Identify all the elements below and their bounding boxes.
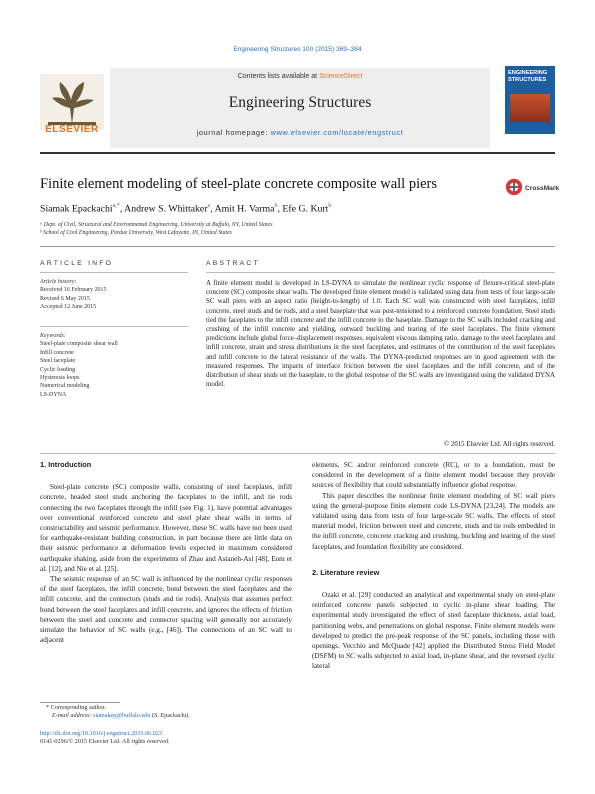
keywords-rule <box>40 326 188 327</box>
elsevier-wordmark: ELSEVIER <box>45 124 99 135</box>
author-separator: , <box>210 203 215 215</box>
body-left-column <box>40 460 292 645</box>
author-affiliation-mark[interactable]: a <box>207 203 211 209</box>
title-block-rule <box>40 246 555 247</box>
journal-reference[interactable]: Engineering Structures 100 (2015) 369–384 <box>233 46 362 53</box>
abstract-copyright: © 2015 Elsevier Ltd. All rights reserved. <box>444 441 555 448</box>
keyword: Infill concrete <box>40 349 74 356</box>
keywords-label: Keywords: <box>40 333 66 339</box>
homepage-prefix: journal homepage: <box>196 128 268 137</box>
section-heading-literature-review: 2. Literature review <box>312 567 380 577</box>
author-affiliation-mark[interactable]: a,* <box>112 203 120 209</box>
sciencedirect-link[interactable]: ScienceDirect <box>319 73 363 80</box>
author-list <box>40 203 331 214</box>
cover-image <box>510 94 550 122</box>
article-history <box>40 278 188 312</box>
crossmark-icon[interactable] <box>505 178 523 196</box>
intro-paragraph-4: This paper describes the nonlinear finite element modeling of SC wall piers using the general-purpose finite element code LS-DYNA [23,24]. The models are validated using data from tests of four large-scale SC walls. The effects of steel material model, friction between steel and concrete, studs and tie rods embedded in the infill concrete, concrete cracking and crushing, buckling and tearing of the steel faceplates, and foundation flexibility are considered. <box>312 491 555 551</box>
issn-line: 0141-0296/© 2015 Elsevier Ltd. All rights reserved. <box>40 738 170 746</box>
section-heading-introduction: 1. Introduction <box>40 460 92 469</box>
keywords-block <box>40 332 188 399</box>
paper-title: Finite element modeling of steel-plate concrete composite wall piers <box>40 176 438 192</box>
intro-paragraph-1: Steel-plate concrete (SC) composite walls, consisting of steel faceplates, infill concrete, headed steel studs anchoring the faceplates to the infill, and tie rods connecting the two faceplates through the infill (see Fig. 1), have potential advantages over conventional reinforced concrete and steel plate shear walls in terms of constructability and seismic performance. However, these SC walls have not been used for earthquake-resistant building construction, in part because there are little data on their seismic performance at deformation levels expected in maximum considered earthquake shaking, aside from the experiments of Zhao and Astaneh-Asl [48], Eom et al. [12], and Nie et al. [25]. <box>40 483 292 573</box>
cover-title-line-2: STRUCTURES <box>508 76 547 83</box>
author-affiliation-mark[interactable]: b <box>274 203 278 209</box>
abstract-bottom-rule <box>40 453 555 454</box>
abstract-rule <box>206 272 555 273</box>
accepted-date: Accepted 12 June 2015 <box>40 304 97 311</box>
contents-prefix: Contents lists available at <box>237 73 318 80</box>
cover-title-line-1: ENGINEERING <box>508 70 548 76</box>
keyword: Steel-plate composite shear wall <box>40 341 118 348</box>
article-info-heading: ARTICLE INFO <box>40 260 114 267</box>
author-name[interactable]: Siamak Epackachi <box>40 203 113 215</box>
author-name[interactable]: Andrew S. Whittaker <box>124 203 208 215</box>
abstract-heading: ABSTRACT <box>206 260 260 267</box>
journal-title: Engineering Structures <box>228 94 372 111</box>
revised-date: Revised 6 May 2015 <box>40 295 90 302</box>
contents-line <box>110 73 490 80</box>
keyword: Cyclic loading <box>40 366 76 373</box>
doi-block <box>40 730 169 746</box>
received-date: Received 16 February 2015 <box>40 287 107 294</box>
keyword: Steel faceplate <box>40 358 76 365</box>
footnote <box>40 704 292 720</box>
article-info-rule <box>40 272 188 273</box>
email-label: E-mail address: <box>52 712 92 720</box>
corresponding-author-note: * Corresponding author. <box>46 704 106 711</box>
affiliation-a: ᵃ Dept. of Civil, Structural and Environmental Engineering, University at Buffalo, NY, United States <box>40 222 273 228</box>
keyword: Hysteresis loops <box>40 375 80 382</box>
affiliation-b: ᵇ School of Civil Engineering, Purdue University, West Lafayette, IN, United States <box>40 230 232 236</box>
email-name: (S. Epackachi). <box>151 712 190 720</box>
keyword: LS-DYNA <box>40 391 67 398</box>
abstract-text: A finite element model is developed in LS-DYNA to simulate the nonlinear cyclic response of flexure-critical steel-plate concrete (SC) composite shear walls. The developed finite element model is validated using data from tests of four large-scale SC wall piers with an aspect ratio (height-to-length) of 1.0. Each SC wall was constructed with steel faceplates, infill concrete, steel studs and tie rods, and a steel baseplate that was post-tensioned to a reinforced concrete foundation. Steel studs tied the faceplates to the infill concrete and the infill concrete to the baseplate. Damage to the SC walls included cracking and crushing of the infill concrete and yielding, outward buckling and tearing of the steel faceplates. The finite element predictions include global force–displacement responses, equivalent viscous damping ratio, damage to the steel faceplates and infill concrete, strain and stress distributions in the steel faceplates, and estimates of the contribution of the steel faceplates and infill concrete to the lateral resistance of the walls. The DYNA-predicted responses are in good agreement with the measured responses. The impacts of interface friction between the steel faceplates and the infill concrete, and of the distribution of shear studs on the baseplate, to the global response of the SC walls are investigated using the validated DYNA model. <box>206 280 555 389</box>
header-rule <box>40 152 555 154</box>
cover-title <box>508 70 552 83</box>
author-separator: , <box>277 203 283 215</box>
doi-link[interactable]: http://dx.doi.org/10.1016/j.engstruct.2015.06.023 <box>40 730 163 737</box>
author-separator: , <box>119 203 125 215</box>
author-name[interactable]: Efe G. Kurt <box>282 203 329 215</box>
email-link[interactable]: siamakep@buffalo.edu <box>93 712 151 720</box>
journal-homepage <box>110 128 490 137</box>
author-affiliation-mark[interactable]: b <box>328 203 332 209</box>
homepage-url[interactable]: www.elsevier.com/locate/engstruct <box>270 128 404 137</box>
lit-paragraph-1: Ozaki et al. [29] conducted an analytical and experimental study on steel-plate reinforced concrete panels subjected to cyclic in-plane shear loading. The experimental study investigated the effect of steel faceplate thickness, axial load, partitioning webs, and penetrations on global response. Finite element models were developed to predict the pre-peak response of the SC panels, including those with openings. Vecchio and McQuade [42] applied the Distributed Stress Field Model (DSFM) to SC walls subjected to axial load, in-plane shear, and the reversed cyclic lateral <box>312 591 555 671</box>
intro-paragraph-3: elements, SC and/or reinforced concrete (RC), or to a foundation, must be considered in the development of a finite element model because they provide sources of flexibility that could substantially influence global response. <box>312 461 555 490</box>
footnote-rule <box>40 702 120 703</box>
crossmark-label[interactable]: CrossMark <box>525 185 560 192</box>
body-right-column <box>312 460 555 672</box>
keyword: Numerical modeling <box>40 383 90 390</box>
history-label: Article history: <box>40 279 77 285</box>
author-name[interactable]: Amit H. Varma <box>214 203 275 215</box>
intro-paragraph-2: The seismic response of an SC wall is influenced by the nonlinear cyclic responses of the steel faceplates, the infill concrete, bond between the steel faceplates and the infill concrete, and the connectors (studs and tie rods). Analysis that assumes perfect bond between the steel faceplates and infill concrete, and ignores the effects of friction between the steel and concrete and connector spacing will generally not accurately simulate the behavior of SC walls (e.g., [46]). The connections of an SC wall to adjacent <box>40 575 292 645</box>
